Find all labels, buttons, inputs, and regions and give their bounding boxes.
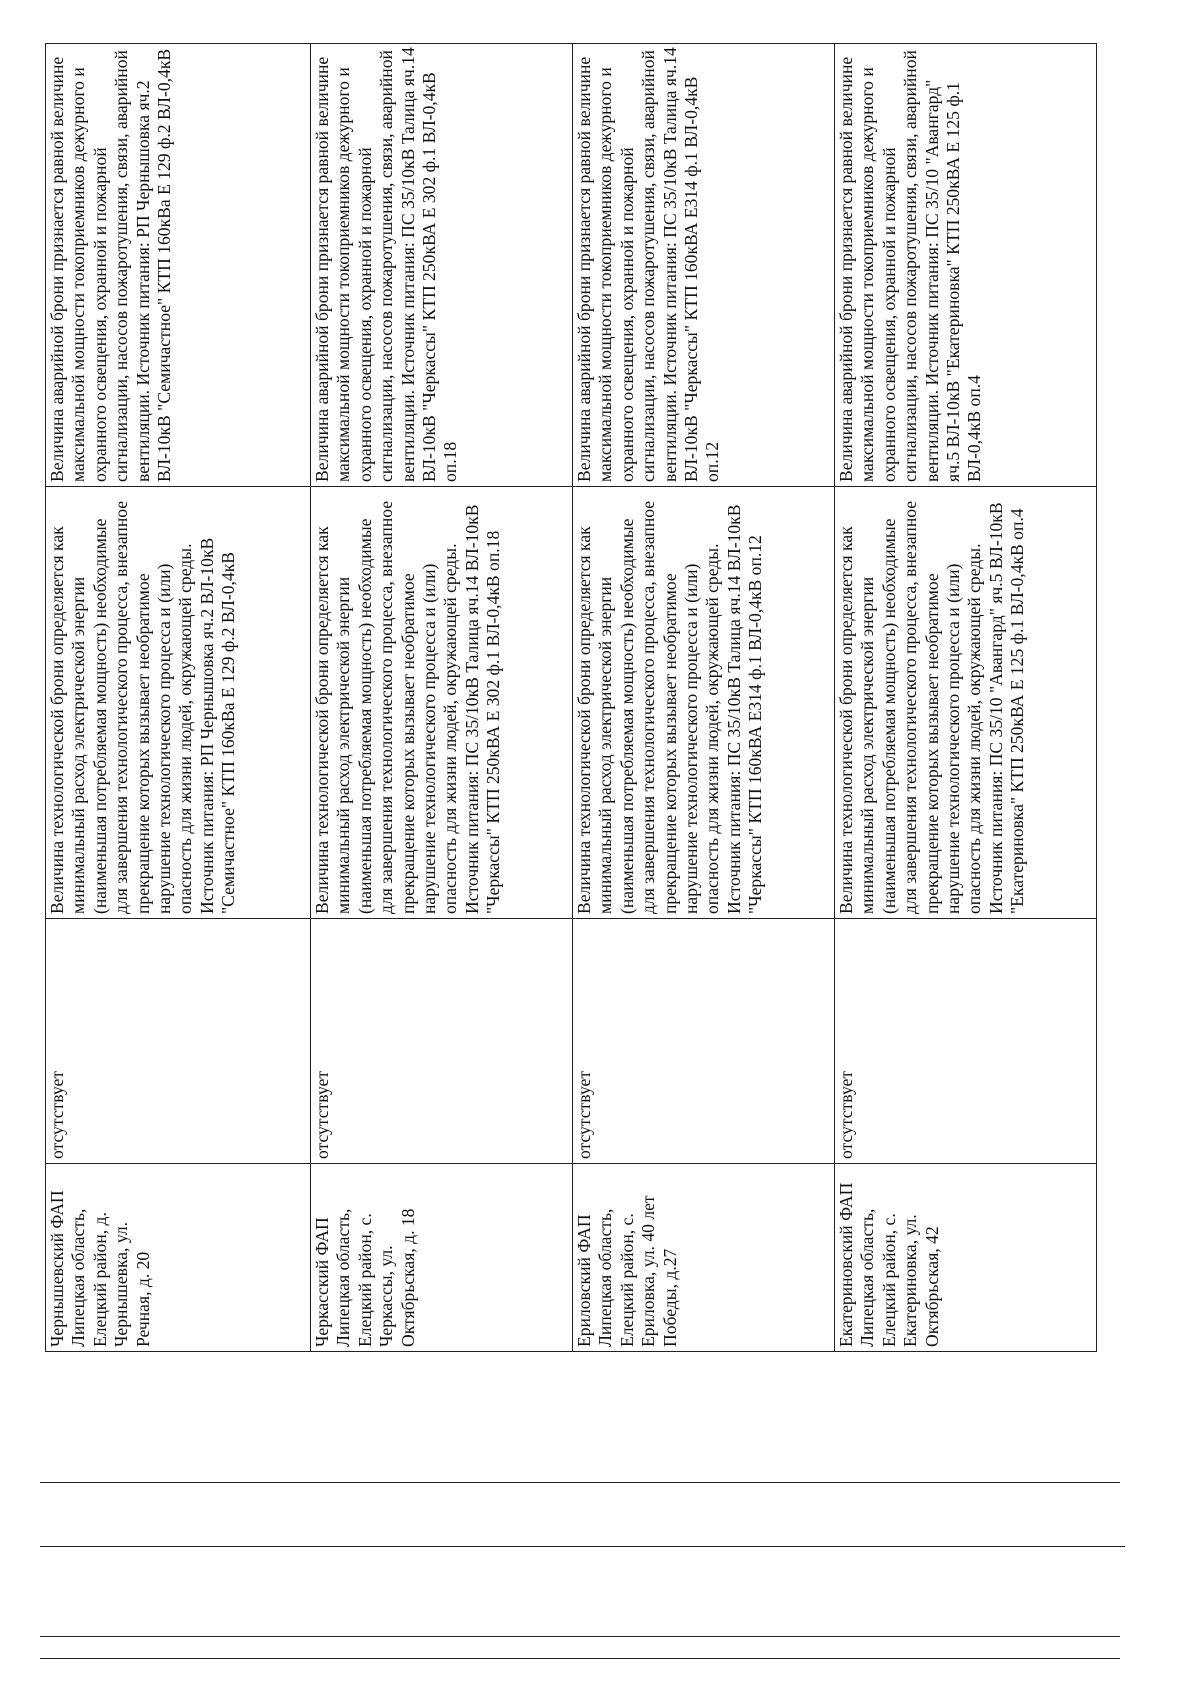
facility-cell: Екатериновский ФАП Липецкая область, Елецкий район, с. Екатериновка, ул. Октябрьская, 42 (835, 1164, 1097, 1352)
emergency-reserve-cell: Величина аварийной брони признается равной величине максимальной мощности токоприемников дежурного и охранного освещения, охранной и пожарной сигнализации, насосов пожаротушения, связи, аварийной вентиляции. Источник питания: ПС 35/10 "Авангард" яч.5 ВЛ-10кВ "Екатериновка" КТП 250кВА Е 125 ф.1 ВЛ-0,4кВ оп.4 (835, 44, 1097, 487)
signature-line (40, 1482, 1120, 1483)
facility-cell: Чернышевский ФАП Липецкая область, Елецкий район, д. Чернышевка, ул. Речная, д. 20 (46, 1164, 311, 1352)
alt-source-cell: отсутствует (835, 919, 1097, 1164)
alt-source-cell: отсутствует (46, 919, 311, 1164)
signature-line (40, 1658, 1120, 1659)
signature-line (40, 1636, 1120, 1637)
tech-reserve-cell: Величина технологической брони определяется как минимальный расход электрической энергии (наименьшая потребляемая мощность) необходимые для завершения технологического процесса, внезапное прекращение которых вызывает необратимое нарушение технологического процесса и (или) опасность для жизни людей, окружающей среды. Источник питания: ПС 35/10кВ Талица яч.14 ВЛ-10кВ "Черкассы" КТП 250кВА Е 302 ф.1 ВЛ-0,4кВ оп.18 (311, 487, 573, 919)
facility-cell: Ериловский ФАП Липецкая область, Елецкий район, с. Ериловка, ул. 40 лет Победы, д.27 (573, 1164, 835, 1352)
emergency-reserve-cell: Величина аварийной брони признается равной величине максимальной мощности токоприемников дежурного и охранного освещения, охранной и пожарной сигнализации, насосов пожаротушения, связи, аварийной вентиляции. Источник питания: ПС 35/10кВ Талица яч.14 ВЛ-10кВ "Черкассы" КТП 250кВА Е 302 ф.1 ВЛ-0,4кВ оп.18 (311, 44, 573, 487)
emergency-reserve-cell: Величина аварийной брони признается равной величине максимальной мощности токоприемников дежурного и охранного освещения, охранной и пожарной сигнализации, насосов пожаротушения, связи, аварийной вентиляции. Источник питания: РП Чернышовка яч.2 ВЛ-10кВ "Семичастное" КТП 160кВа Е 129 ф.2 ВЛ-0,4кВ (46, 44, 311, 487)
alt-source-cell: отсутствует (311, 919, 573, 1164)
table-row (311, 44, 573, 1352)
emergency-reserve-cell: Величина аварийной брони признается равной величине максимальной мощности токоприемников дежурного и охранного освещения, охранной и пожарной сигнализации, насосов пожаротушения, связи, аварийной вентиляции. Источник питания: ПС 35/10кВ Талица яч.14 ВЛ-10кВ "Черкассы" КТП 160кВА Е314 ф.1 ВЛ-0,4кВ оп.12 (573, 44, 835, 487)
power-reserve-table (45, 43, 1097, 1352)
tech-reserve-cell: Величина технологической брони определяется как минимальный расход электрической энергии (наименьшая потребляемая мощность) необходимые для завершения технологического процесса, внезапное прекращение которых вызывает необратимое нарушение технологического процесса и (или) опасность для жизни людей, окружающей среды. Источник питания: ПС 35/10 "Авангард" яч.5 ВЛ-10кВ "Екатериновка" КТП 250кВА Е 125 ф.1 ВЛ-0,4кВ оп.4 (835, 487, 1097, 919)
facility-cell: Черкасский ФАП Липецкая область, Елецкий район, с. Черкассы, ул. Октябрьская, д. 18 (311, 1164, 573, 1352)
tech-reserve-cell: Величина технологической брони определяется как минимальный расход электрической энергии (наименьшая потребляемая мощность) необходимые для завершения технологического процесса, внезапное прекращение которых вызывает необратимое нарушение технологического процесса и (или) опасность для жизни людей, окружающей среды. Источник питания: ПС 35/10кВ Талица яч.14 ВЛ-10кВ "Черкассы" КТП 160кВА Е314 ф.1 ВЛ-0,4кВ оп.12 (573, 487, 835, 919)
table-row (835, 44, 1097, 1352)
table-row (46, 44, 311, 1352)
alt-source-cell: отсутствует (573, 919, 835, 1164)
table-row (573, 44, 835, 1352)
tech-reserve-cell: Величина технологической брони определяется как минимальный расход электрической энергии (наименьшая потребляемая мощность) необходимые для завершения технологического процесса, внезапное прекращение которых вызывает необратимое нарушение технологического процесса и (или) опасность для жизни людей, окружающей среды. Источник питания: РП Чернышовка яч.2 ВЛ-10кВ "Семичастное" КТП 160кВа Е 129 ф.2 ВЛ-0,4кВ (46, 487, 311, 919)
signature-line (40, 1527, 1125, 1547)
